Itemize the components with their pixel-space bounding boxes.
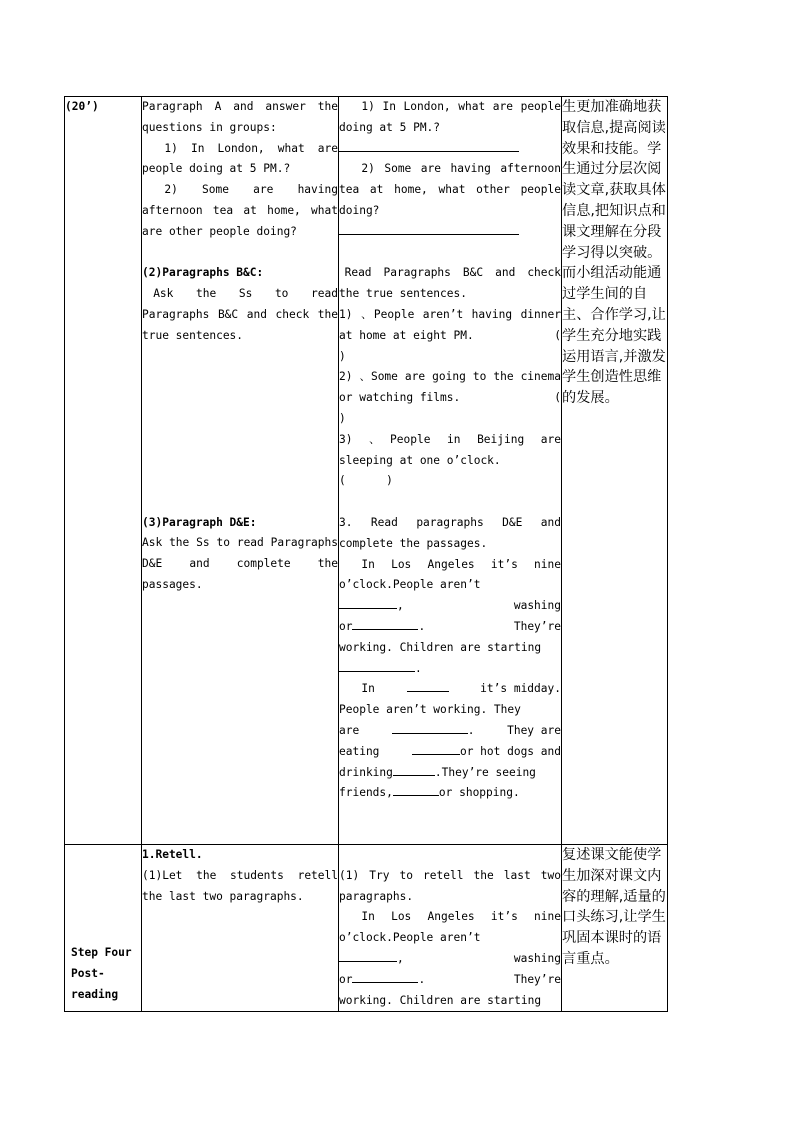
answer-blank[interactable] — [352, 970, 418, 983]
passage-eating-line: eating or hot dogs and — [339, 742, 561, 763]
student-activity-cell — [339, 845, 562, 1012]
passage-la-blank-line: , washing — [339, 596, 561, 617]
time-label: (20’) — [65, 100, 99, 113]
teacher-task-bc: Ask the Ss to read Paragraphs B&C and check the true sentences. — [142, 287, 338, 342]
answer-blank[interactable] — [339, 949, 397, 962]
teacher-question-2: 2) Some are having afternoon tea at home, what are other people doing? — [142, 183, 338, 238]
table-row-reading — [65, 97, 668, 845]
student-activity-cell: 1) In London, what are people doing at 5 PM.? 2) Some are having afternoon tea at home, what other people doing? Read Paragraphs B&C and check the true sentences. 1) 、People aren’t having dinner at home at eight PM. ( ) 2) 、Some are going to the cinema or watching films. ( ) 3) 、People in Beijing are sleeping at one o’clock. ( ) 3. Read paragraphs D&E and complete the passages. In Los Angeles it’s nine o’clock.People aren’t , washing or . They’re working. Children are starting . In it’s midday. People aren’t working. They are . They are eating or hot dogs and drinking .They’re seeing friends, or shopping. — [339, 97, 562, 845]
answer-blank[interactable] — [393, 763, 435, 776]
answer-blank[interactable] — [392, 721, 468, 734]
design-notes-cell — [562, 845, 668, 1012]
answer-bracket[interactable]: ( ) — [339, 474, 393, 488]
answer-blank[interactable] — [407, 679, 449, 692]
passage-la-line: In Los Angeles it’s nine o’clock.People aren’t — [339, 557, 561, 592]
passage-la-blank-line: , washing — [339, 949, 561, 970]
section-heading-bc: (2)Paragraphs B&C: — [142, 266, 264, 280]
lesson-plan-table — [64, 96, 668, 1012]
answer-blank[interactable] — [339, 139, 519, 152]
design-notes-text: 复述课文能使学生加深对课文内容的理解,适量的口头练习,让学生巩固本课时的语言重点。 — [562, 847, 666, 967]
passage-la-or-line: or . They’re — [339, 617, 561, 638]
true-false-item-1: 1) 、People aren’t having dinner at home at eight PM. ( — [339, 307, 561, 342]
design-notes-cell — [562, 97, 668, 845]
answer-blank[interactable] — [339, 222, 519, 235]
teacher-task-retell: (1)Let the students retell the last two paragraphs. — [142, 868, 338, 903]
passage-friends-line: friends, or shopping. — [339, 783, 561, 804]
table-row-post-reading — [65, 845, 668, 1012]
step-cell — [65, 845, 142, 1012]
true-false-item-3: 3) 、People in Beijing are sleeping at one o’clock. — [339, 432, 561, 467]
teacher-intro: Paragraph A and answer the questions in groups: — [142, 100, 338, 134]
step-label: Step Four Post-reading — [71, 945, 132, 1001]
answer-blank[interactable] — [412, 742, 460, 755]
student-retell-intro: (1) Try to retell the last two paragraphs. — [339, 868, 561, 903]
answer-blank[interactable] — [352, 617, 418, 630]
teacher-activity-cell — [142, 97, 339, 845]
student-question-2: 2) Some are having afternoon tea at home, what other people doing? — [339, 162, 561, 217]
answer-blank[interactable] — [393, 783, 439, 796]
passage-midday-line: In it’s midday. — [339, 679, 561, 700]
passage-are-line: are . They are — [339, 721, 561, 742]
design-notes-text: 生更加准确地获取信息,提高阅读效果和技能。学生通过分层次阅读文章,获取具体信息,把知识点和课文理解在分段学习得以突破。而小组活动能通过学生间的自主、合作学习,让学生充分地实践运用语言,并激发学生创造性思维的发展。 — [562, 99, 666, 407]
answer-blank[interactable] — [339, 659, 415, 672]
time-cell — [65, 97, 142, 845]
student-de-intro: 3. Read paragraphs D&E and complete the passages. — [339, 515, 561, 550]
passage-la-line: In Los Angeles it’s nine o’clock.People aren’t — [339, 910, 561, 945]
student-bc-intro: Read Paragraphs B&C and check the true sentences. — [339, 266, 561, 301]
passage-people-line: People aren’t working. They — [339, 703, 521, 717]
answer-blank[interactable] — [339, 596, 397, 609]
passage-drinking-line: drinking .They’re seeing — [339, 763, 561, 784]
passage-la-working: working. Children are starting — [339, 993, 542, 1007]
true-false-item-2: 2) 、Some are going to the cinema or watching films. ( — [339, 370, 561, 405]
passage-la-working: working. Children are starting — [339, 640, 542, 654]
answer-bracket[interactable]: ) — [339, 411, 346, 425]
teacher-question-1: 1) In London, what are people doing at 5 PM.? — [142, 141, 338, 176]
passage-la-or-line: or . They’re — [339, 970, 561, 991]
teacher-activity-cell — [142, 845, 339, 1012]
teacher-task-de: Ask the Ss to read Paragraphs D&E and complete the passages. — [142, 536, 338, 591]
answer-bracket[interactable]: ) — [339, 349, 346, 363]
section-heading-de: (3)Paragraph D&E: — [142, 515, 257, 529]
section-heading-retell: 1.Retell. — [142, 848, 203, 861]
student-question-1: 1) In London, what are people doing at 5 PM.? — [339, 100, 561, 134]
